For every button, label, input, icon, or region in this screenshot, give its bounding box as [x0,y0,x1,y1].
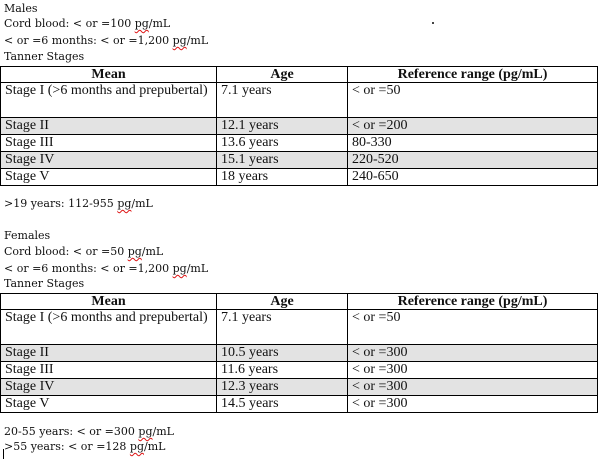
stage-cell: Stage IV [1,379,217,396]
age-cell: 11.6 years [217,362,348,379]
females-adult-range-20-55: 20-55 years: < or =300 pg/mL [4,425,174,438]
table-row [1,83,598,118]
column-header-mean: Mean [1,294,217,310]
table-row [1,118,598,135]
text-cursor [3,449,4,459]
table-row [1,310,598,345]
stage-cell: Stage V [1,169,217,186]
males-adult-range: >19 years: 112-955 pg/mL [4,197,153,210]
column-header-age: Age [217,294,348,310]
females-under-6-months: < or =6 months: < or =1,200 pg/mL [4,262,209,275]
females-adult-range-over-55: >55 years: < or =128 pg/mL [4,440,166,453]
range-cell: < or =300 [348,362,598,379]
age-cell: 18 years [217,169,348,186]
stray-mark [432,22,434,24]
age-cell: 10.5 years [217,345,348,362]
age-cell: 15.1 years [217,152,348,169]
males-cord-blood: Cord blood: < or =100 pg/mL [4,17,171,30]
females-cord-blood: Cord blood: < or =50 pg/mL [4,245,164,258]
stage-cell: Stage IV [1,152,217,169]
range-cell: < or =300 [348,396,598,413]
males-under-6-months: < or =6 months: < or =1,200 pg/mL [4,34,209,47]
table-row [1,169,598,186]
range-cell: < or =50 [348,83,598,118]
table-row [1,379,598,396]
age-cell: 12.1 years [217,118,348,135]
table-header-row [1,294,598,310]
males-tanner-heading: Tanner Stages [4,50,85,63]
age-cell: 7.1 years [217,83,348,118]
table-row [1,152,598,169]
stage-cell: Stage II [1,118,217,135]
males-reference-table [0,66,598,186]
stage-cell: Stage I (>6 months and prepubertal) [1,310,217,345]
stage-cell: Stage I (>6 months and prepubertal) [1,83,217,118]
table-row [1,396,598,413]
age-cell: 13.6 years [217,135,348,152]
range-cell: < or =300 [348,345,598,362]
stage-cell: Stage V [1,396,217,413]
column-header-range: Reference range (pg/mL) [348,67,598,83]
females-heading: Females [4,229,51,242]
stage-cell: Stage III [1,362,217,379]
table-header-row [1,67,598,83]
range-cell: < or =200 [348,118,598,135]
range-cell: < or =50 [348,310,598,345]
table-row [1,345,598,362]
column-header-age: Age [217,67,348,83]
females-reference-table [0,293,598,413]
range-cell: 80-330 [348,135,598,152]
age-cell: 7.1 years [217,310,348,345]
age-cell: 12.3 years [217,379,348,396]
column-header-range: Reference range (pg/mL) [348,294,598,310]
table-row [1,362,598,379]
range-cell: 220-520 [348,152,598,169]
column-header-mean: Mean [1,67,217,83]
age-cell: 14.5 years [217,396,348,413]
males-heading: Males [4,2,38,15]
range-cell: 240-650 [348,169,598,186]
table-row [1,135,598,152]
range-cell: < or =300 [348,379,598,396]
females-tanner-heading: Tanner Stages [4,277,85,290]
stage-cell: Stage II [1,345,217,362]
stage-cell: Stage III [1,135,217,152]
